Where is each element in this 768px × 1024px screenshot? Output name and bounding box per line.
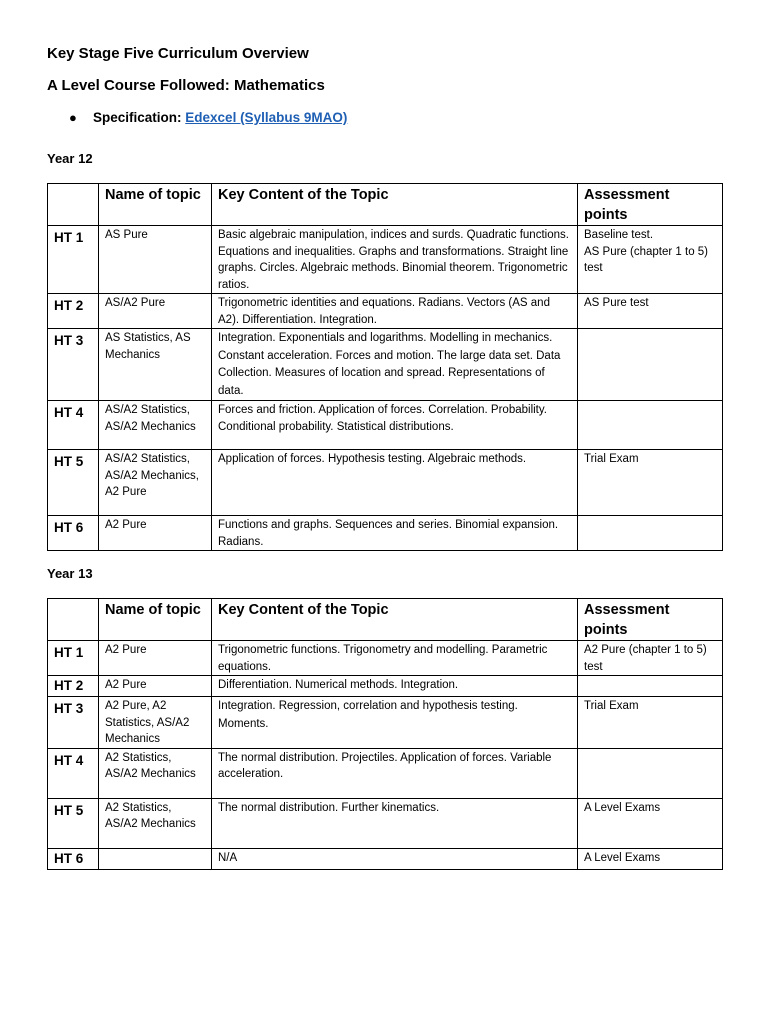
specification-label: Specification: [93, 110, 182, 125]
assessment-cell [578, 226, 723, 294]
key-content-cell: Trigonometric identities and equations. Radians. Vectors (AS and A2). Differentiation. Integration. [212, 294, 578, 329]
header-topic-name: Name of topic [99, 599, 212, 641]
header-topic-name: Name of topic [99, 184, 212, 226]
assessment-cell [578, 329, 723, 401]
topic-name-cell: A2 Pure [99, 676, 212, 697]
table-row [48, 294, 723, 329]
key-content-cell: The normal distribution. Projectiles. Application of forces. Variable acceleration. [212, 748, 578, 798]
topic-name-cell: AS Statistics, AS Mechanics [99, 329, 212, 401]
table-row [48, 641, 723, 676]
assessment-cell: Trial Exam [578, 697, 723, 749]
topic-name-cell: A2 Statistics, AS/A2 Mechanics [99, 748, 212, 798]
topic-name-cell [99, 848, 212, 869]
header-half-term [48, 184, 99, 226]
assessment-cell [578, 676, 723, 697]
table-row [48, 697, 723, 749]
bullet-icon: ● [69, 110, 77, 125]
key-content-cell: Differentiation. Numerical methods. Integration. [212, 676, 578, 697]
key-content-cell: Integration. Exponentials and logarithms. Modelling in mechanics. Constant acceleration. Forces and motion. The large data set. Data Collection. Measures of location and spread. Representations of data. [212, 329, 578, 401]
year13-table [47, 598, 723, 870]
half-term-cell: HT 3 [48, 697, 99, 749]
year13-heading: Year 13 [47, 566, 93, 581]
year12-table [47, 183, 723, 551]
topic-name-cell: AS/A2 Pure [99, 294, 212, 329]
specification-link[interactable]: Edexcel (Syllabus 9MAO) [185, 110, 348, 125]
table-row [48, 848, 723, 869]
topic-name-cell: AS Pure [99, 226, 212, 294]
topic-name-cell: A2 Statistics, AS/A2 Mechanics [99, 798, 212, 848]
topic-name-cell: A2 Pure, A2 Statistics, AS/A2 Mechanics [99, 697, 212, 749]
half-term-cell: HT 4 [48, 401, 99, 450]
half-term-cell: HT 2 [48, 676, 99, 697]
table-row [48, 450, 723, 516]
assessment-cell: Trial Exam [578, 450, 723, 516]
table-row [48, 401, 723, 450]
key-content-cell: Basic algebraic manipulation, indices and surds. Quadratic functions. Equations and inequalities. Graphs and transformations. Straight line graphs. Circles. Algebraic methods. Binomial theorem. Trigonometric ratios. [212, 226, 578, 294]
key-content-cell: Trigonometric functions. Trigonometry and modelling. Parametric equations. [212, 641, 578, 676]
half-term-cell: HT 3 [48, 329, 99, 401]
table-row [48, 329, 723, 401]
key-content-cell: The normal distribution. Further kinematics. [212, 798, 578, 848]
table-row [48, 748, 723, 798]
assessment-cell: A Level Exams [578, 848, 723, 869]
half-term-cell: HT 1 [48, 226, 99, 294]
half-term-cell: HT 5 [48, 450, 99, 516]
assessment-cell [578, 748, 723, 798]
header-assessment: Assessment points [578, 599, 723, 641]
key-content-cell: N/A [212, 848, 578, 869]
topic-name-cell: A2 Pure [99, 641, 212, 676]
header-key-content: Key Content of the Topic [212, 184, 578, 226]
half-term-cell: HT 1 [48, 641, 99, 676]
page-title: Key Stage Five Curriculum Overview [47, 45, 309, 62]
key-content-cell: Forces and friction. Application of forces. Correlation. Probability. Conditional probability. Statistical distributions. [212, 401, 578, 450]
half-term-cell: HT 4 [48, 748, 99, 798]
table-row [48, 226, 723, 294]
table-row [48, 676, 723, 697]
year12-heading: Year 12 [47, 151, 93, 166]
assessment-line: AS Pure (chapter 1 to 5) test [584, 245, 709, 274]
assessment-line: Baseline test. [584, 229, 654, 241]
table-row [48, 516, 723, 551]
key-content-cell: Application of forces. Hypothesis testing. Algebraic methods. [212, 450, 578, 516]
specification-line [69, 110, 347, 125]
header-assessment: Assessment points [578, 184, 723, 226]
half-term-cell: HT 6 [48, 848, 99, 869]
header-key-content: Key Content of the Topic [212, 599, 578, 641]
assessment-cell: AS Pure test [578, 294, 723, 329]
assessment-cell: A2 Pure (chapter 1 to 5) test [578, 641, 723, 676]
key-content-cell: Integration. Regression, correlation and hypothesis testing. Moments. [212, 697, 578, 749]
assessment-cell: A Level Exams [578, 798, 723, 848]
assessment-cell [578, 401, 723, 450]
topic-name-cell: AS/A2 Statistics, AS/A2 Mechanics, A2 Pure [99, 450, 212, 516]
key-content-cell: Functions and graphs. Sequences and series. Binomial expansion. Radians. [212, 516, 578, 551]
topic-name-cell: A2 Pure [99, 516, 212, 551]
half-term-cell: HT 2 [48, 294, 99, 329]
assessment-cell [578, 516, 723, 551]
topic-name-cell: AS/A2 Statistics, AS/A2 Mechanics [99, 401, 212, 450]
half-term-cell: HT 6 [48, 516, 99, 551]
table-row [48, 798, 723, 848]
course-heading: A Level Course Followed: Mathematics [47, 77, 325, 94]
header-half-term [48, 599, 99, 641]
half-term-cell: HT 5 [48, 798, 99, 848]
